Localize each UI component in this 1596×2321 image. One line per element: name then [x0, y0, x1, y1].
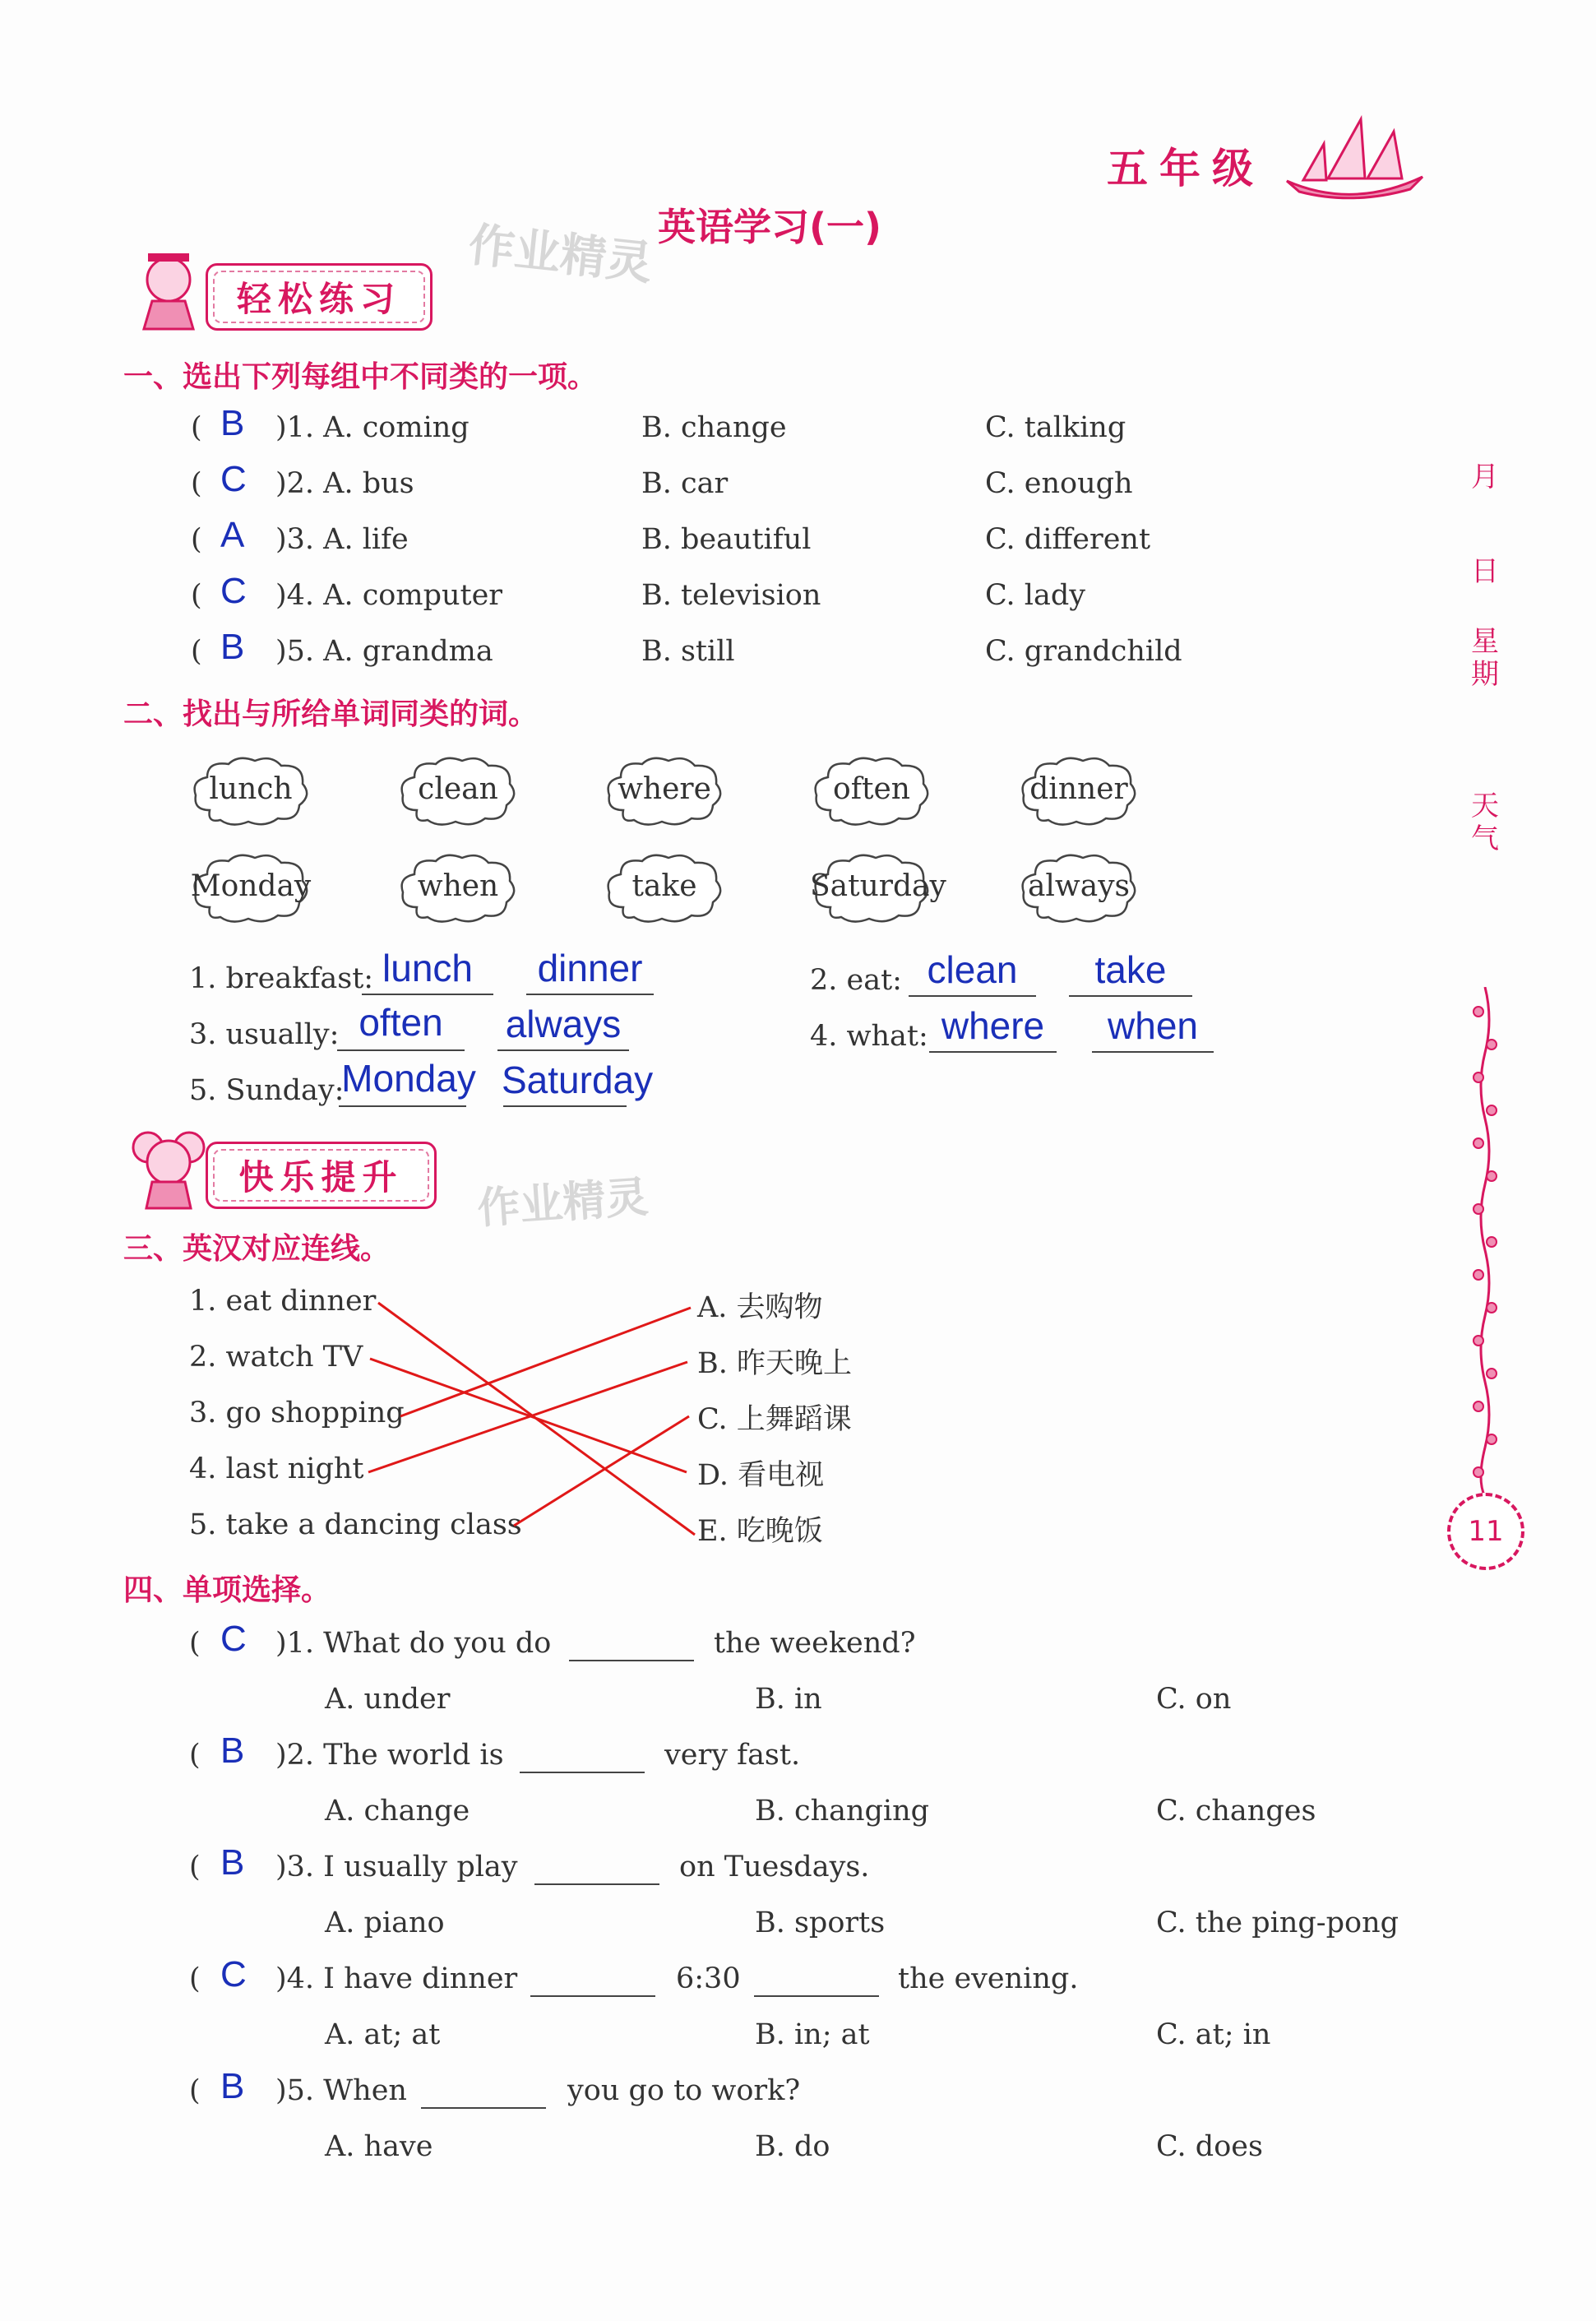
- s4-answer: C: [220, 1954, 247, 1994]
- s2-answer: take: [1094, 948, 1167, 991]
- s4-question-tail: the evening.: [898, 1962, 1079, 1995]
- word-cloud: where: [603, 753, 726, 828]
- match-left-item: 2. watch TV: [189, 1341, 363, 1374]
- s4-question-tail: you go to work?: [567, 2074, 801, 2107]
- s4-option-c: C. on: [1156, 1683, 1232, 1716]
- s1-option-b: B. change: [641, 411, 787, 444]
- s4-question-tail: very fast.: [664, 1739, 801, 1772]
- word-cloud: often: [810, 753, 933, 828]
- watermark-2: 作业精灵: [475, 1172, 650, 1235]
- section-4-title: 四、单项选择。: [123, 1573, 331, 1607]
- s2-answer: clean: [927, 948, 1018, 991]
- s2-label: 4. what:: [810, 1020, 928, 1053]
- s4-answer: C: [220, 1619, 247, 1659]
- s1-option-a: )2. A. bus: [275, 467, 414, 500]
- side-week: 星期: [1471, 625, 1499, 691]
- word-cloud: always: [1017, 850, 1140, 925]
- s4-question: )2. The world is: [275, 1739, 504, 1772]
- s1-option-c: C. different: [985, 523, 1151, 556]
- s2-answer: dinner: [537, 947, 643, 989]
- match-left-item: 5. take a dancing class: [189, 1508, 522, 1541]
- s1-option-c: C. grandchild: [985, 635, 1182, 668]
- s4-option-c: C. changes: [1156, 1795, 1316, 1828]
- s4-question-tail: the weekend?: [714, 1627, 916, 1660]
- s1-option-a: )3. A. life: [275, 523, 409, 556]
- word-cloud: take: [603, 850, 726, 925]
- s1-option-a: )1. A. coming: [275, 411, 470, 444]
- s1-answer: B: [220, 403, 245, 443]
- s2-answer: where: [941, 1004, 1045, 1047]
- s4-option-b: B. changing: [755, 1795, 930, 1828]
- s4-question: )5. When: [275, 2074, 407, 2107]
- s1-answer: B: [220, 627, 245, 667]
- s4-option-a: A. piano: [325, 1906, 445, 1939]
- match-right-item: C. 上舞蹈课: [697, 1403, 852, 1436]
- page-number: 11: [1468, 1515, 1504, 1548]
- s2-answer: often: [359, 1001, 443, 1044]
- s1-option-a: )5. A. grandma: [275, 635, 493, 668]
- s2-answer: lunch: [382, 947, 473, 989]
- s1-answer: A: [220, 515, 245, 555]
- s4-question: )3. I usually play: [275, 1851, 518, 1883]
- s1-option-b: B. car: [641, 467, 729, 500]
- s1-option-c: C. lady: [985, 579, 1086, 612]
- match-right-item: D. 看电视: [697, 1459, 825, 1492]
- grade-text: 五年级: [1107, 145, 1265, 192]
- s1-option-b: B. television: [641, 579, 821, 612]
- s2-answer: when: [1108, 1004, 1198, 1047]
- s4-question: )1. What do you do: [275, 1627, 552, 1660]
- s1-answer: C: [220, 459, 247, 499]
- word-cloud: Monday: [189, 850, 312, 925]
- match-right-item: E. 吃晚饭: [697, 1515, 823, 1548]
- s4-option-b: B. do: [755, 2130, 830, 2163]
- match-line-5-c: [514, 1416, 689, 1526]
- s4-option-a: A. change: [325, 1795, 470, 1828]
- s4-option-c: C. does: [1156, 2130, 1263, 2163]
- word-cloud: lunch: [189, 753, 312, 828]
- word-cloud: dinner: [1017, 753, 1140, 828]
- word-cloud: Saturday: [810, 850, 933, 925]
- s1-option-b: B. still: [641, 635, 735, 668]
- section-3-title: 三、英汉对应连线。: [123, 1232, 391, 1266]
- s4-option-b: B. in: [755, 1683, 822, 1716]
- s4-option-b: B. sports: [755, 1906, 886, 1939]
- match-right-item: B. 昨天晚上: [697, 1347, 852, 1380]
- s4-option-c: C. at; in: [1156, 2018, 1271, 2051]
- s1-option-c: C. talking: [985, 411, 1126, 444]
- match-left-item: 4. last night: [189, 1452, 364, 1485]
- side-day: 日: [1471, 555, 1499, 588]
- s4-option-c: C. the ping-pong: [1156, 1906, 1399, 1939]
- section-2-title: 二、找出与所给单词同类的词。: [123, 697, 539, 731]
- banner-happy-improve: 快乐提升: [206, 1142, 437, 1209]
- s2-label: 3. usually:: [189, 1018, 340, 1051]
- match-right-item: A. 去购物: [697, 1291, 823, 1324]
- s1-option-c: C. enough: [985, 467, 1133, 500]
- watermark: 作业精灵: [465, 218, 655, 291]
- s4-question-mid: 6:30: [676, 1962, 741, 1995]
- match-left-item: 3. go shopping: [189, 1397, 405, 1429]
- side-month: 月: [1471, 461, 1499, 493]
- side-weather: 天气: [1471, 790, 1499, 855]
- match-left-item: 1. eat dinner: [189, 1285, 377, 1318]
- s1-option-a: )4. A. computer: [275, 579, 503, 612]
- section-1-title: 一、选出下列每组中不同类的一项。: [123, 360, 598, 394]
- s1-option-b: B. beautiful: [641, 523, 812, 556]
- s2-label: 2. eat:: [810, 964, 902, 997]
- s4-question-tail: on Tuesdays.: [679, 1851, 870, 1883]
- s2-answer: Saturday: [502, 1059, 654, 1101]
- s4-option-a: A. at; at: [325, 2018, 441, 2051]
- s4-answer: B: [220, 2066, 245, 2106]
- s4-answer: B: [220, 1730, 245, 1771]
- word-cloud: when: [396, 850, 520, 925]
- book-title: 英语学习(一): [658, 205, 882, 249]
- s4-option-a: A. have: [325, 2130, 433, 2163]
- match-line-3-a: [400, 1308, 691, 1416]
- word-cloud: clean: [396, 753, 520, 828]
- s2-label: 1. breakfast:: [189, 962, 374, 995]
- s4-question: )4. I have dinner: [275, 1962, 518, 1995]
- s2-answer: Monday: [341, 1057, 476, 1100]
- s2-answer: always: [505, 1003, 622, 1045]
- s2-label: 5. Sunday:: [189, 1074, 345, 1107]
- s1-answer: C: [220, 571, 247, 611]
- banner-easy-practice: 轻松练习: [206, 263, 433, 331]
- s4-option-b: B. in; at: [755, 2018, 870, 2051]
- s4-option-a: A. under: [325, 1683, 451, 1716]
- s4-answer: B: [220, 1842, 245, 1883]
